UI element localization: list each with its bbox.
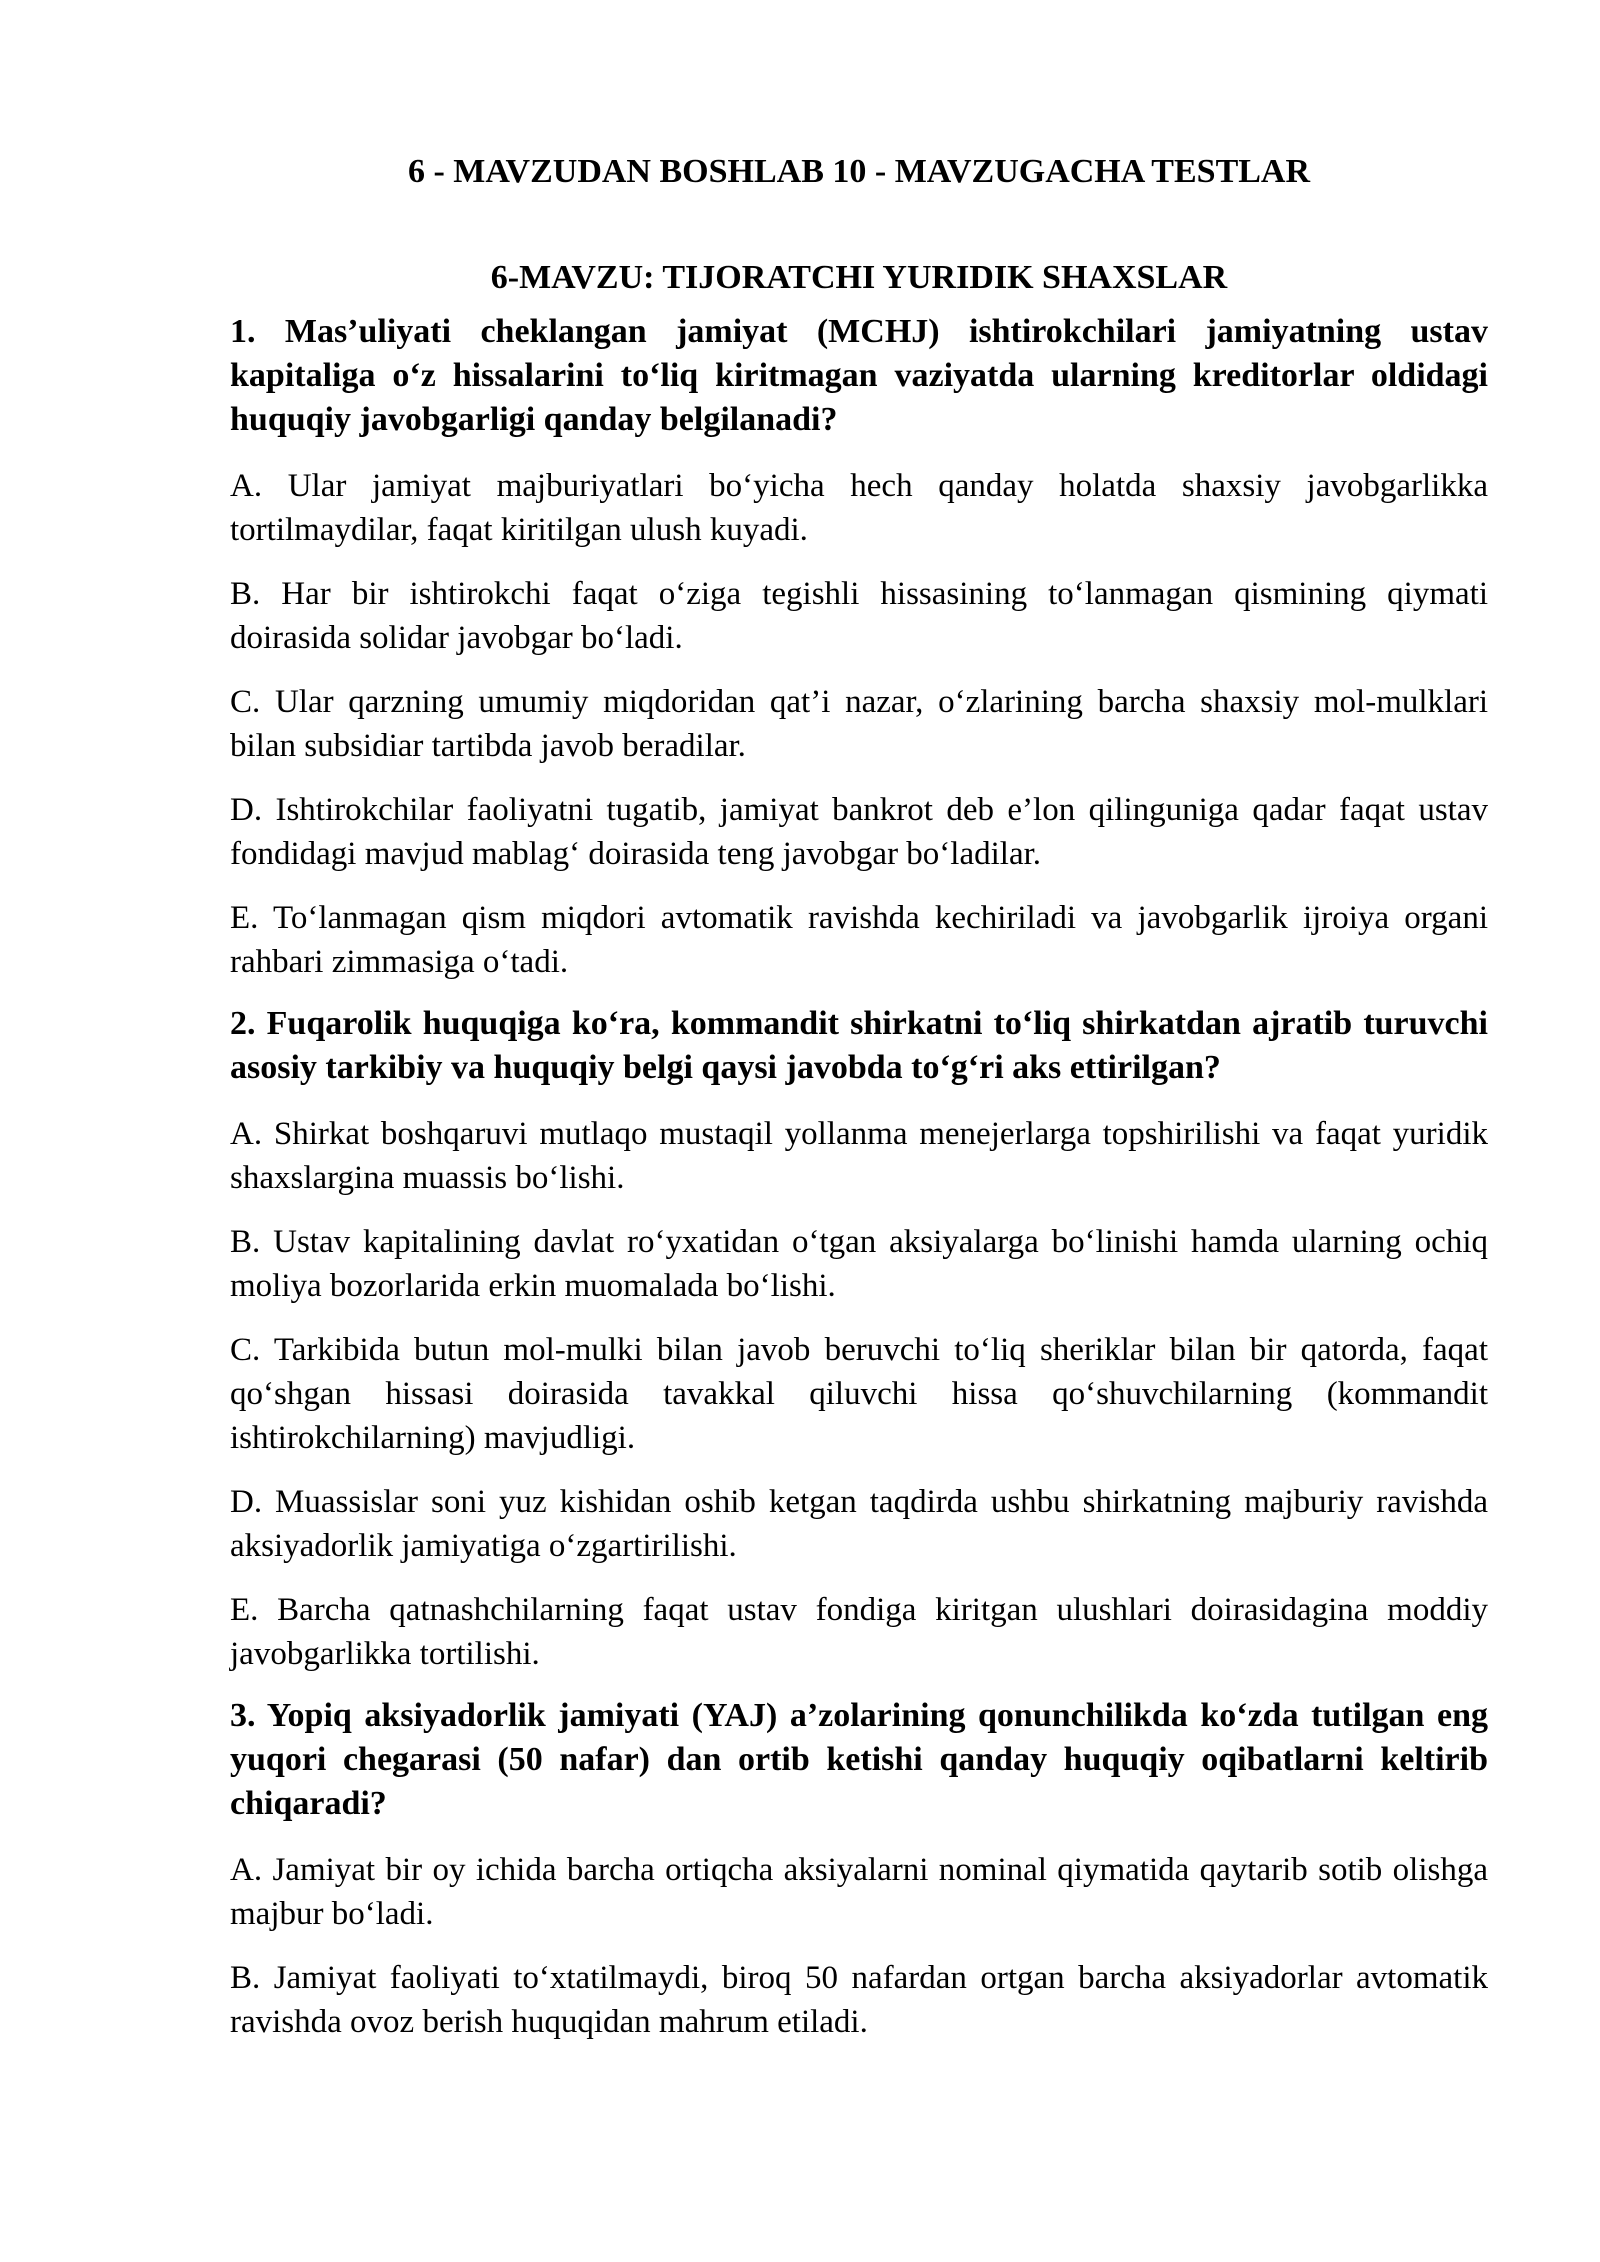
answer-option-c: C. Ular qarzning umumiy miqdoridan qat’i nazar, o‘zlarining barcha shaxsiy mol-mulklari bilan subsidiar tartibda javob beradilar.: [230, 684, 1488, 764]
question-2: [230, 1002, 1488, 1676]
answer-option-a: A. Ular jamiyat majburiyatlari bo‘yicha hech qanday holatda shaxsiy javobgarlikka tortilmaydilar, faqat kiritilgan ulush kuyadi.: [230, 468, 1488, 548]
answer-option-b: B. Jamiyat faoliyati to‘xtatilmaydi, biroq 50 nafardan ortgan barcha aksiyadorlar avtomatik ravishda ovoz berish huquqidan mahrum etiladi.: [230, 1960, 1488, 2040]
answer-option-a: A. Shirkat boshqaruvi mutlaqo mustaqil yollanma menejerlarga topshirilishi va faqat yuridik shaxslargina muassis bo‘lishi.: [230, 1116, 1488, 1196]
answer-option-b: B. Ustav kapitalining davlat ro‘yxatidan o‘tgan aksiyalarga bo‘linishi hamda ularning ochiq moliya bozorlarida erkin muomalada bo‘lishi.: [230, 1224, 1488, 1304]
answer-option-e: E. To‘lanmagan qism miqdori avtomatik ravishda kechiriladi va javobgarlik ijroiya organi rahbari zimmasiga o‘tadi.: [230, 900, 1488, 980]
answer-option-b: B. Har bir ishtirokchi faqat o‘ziga tegishli hissasining to‘lanmagan qismining qiymati doirasida solidar javobgar bo‘ladi.: [230, 576, 1488, 656]
answer-option-a: A. Jamiyat bir oy ichida barcha ortiqcha aksiyalarni nominal qiymatida qaytarib sotib olishga majbur bo‘ladi.: [230, 1852, 1488, 1932]
answer-option-d: D. Ishtirokchilar faoliyatni tugatib, jamiyat bankrot deb e’lon qilinguniga qadar faqat ustav fondidagi mavjud mablag‘ doirasida teng javobgar bo‘ladilar.: [230, 792, 1488, 872]
question-text: 1. Mas’uliyati cheklangan jamiyat (MCHJ) ishtirokchilari jamiyatning ustav kapitaliga o‘z hissalarini to‘liq kiritmagan vaziyatda ularning kreditorlar oldidagi huquqiy javobgarligi qanday belgilanadi?: [230, 313, 1488, 438]
answer-option-c: C. Tarkibida butun mol-mulki bilan javob beruvchi to‘liq sheriklar bilan bir qatorda, faqat qo‘shgan hissasi doirasida tavakkal qiluvchi hissa qo‘shuvchilarning (kommandit ishtirokchilarning) mavjudligi.: [230, 1332, 1488, 1456]
answer-option-d: D. Muassislar soni yuz kishidan oshib ketgan taqdirda ushbu shirkatning majburiy ravishda aksiyadorlik jamiyatiga o‘zgartirilishi.: [230, 1484, 1488, 1564]
question-text: 2. Fuqarolik huquqiga ko‘ra, kommandit shirkatni to‘liq shirkatdan ajratib turuvchi asosiy tarkibiy va huquqiy belgi qaysi javobda to‘g‘ri aks ettirilgan?: [230, 1005, 1488, 1086]
document-title: 6 - MAVZUDAN BOSHLAB 10 - MAVZUGACHA TESTLAR: [407, 153, 1311, 190]
question-3: [230, 1694, 1488, 2044]
topic-title: 6-MAVZU: TIJORATCHI YURIDIK SHAXSLAR: [490, 259, 1228, 296]
question-1: [230, 310, 1488, 984]
answer-option-e: E. Barcha qatnashchilarning faqat ustav fondiga kiritgan ulushlari doirasidagina moddiy javobgarlikka tortilishi.: [230, 1592, 1488, 1672]
question-text: 3. Yopiq aksiyadorlik jamiyati (YAJ) a’zolarining qonunchilikda ko‘zda tutilgan eng yuqori chegarasi (50 nafar) dan ortib ketishi qanday huquqiy oqibatlarni keltirib chiqaradi?: [230, 1697, 1488, 1822]
